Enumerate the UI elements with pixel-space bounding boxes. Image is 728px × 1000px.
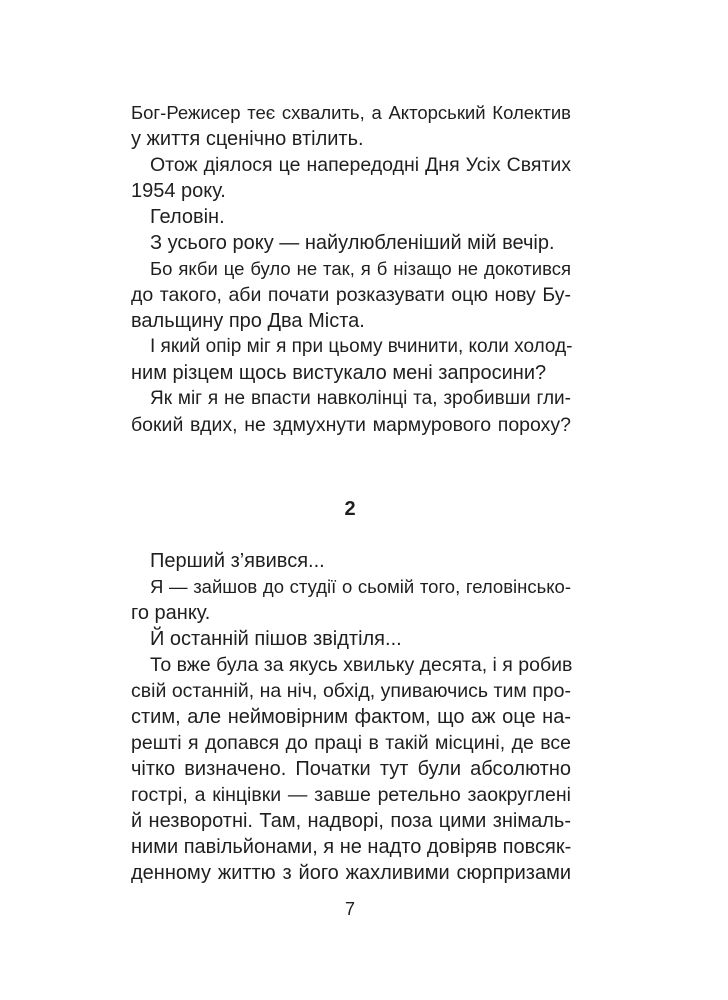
text-line: Геловін. (150, 206, 225, 228)
text-line: й незворотні. Там, надворі, поза цими знімаль- (131, 810, 571, 832)
text-line: гострі, а кінцівки — завше ретельно заокруглені (131, 784, 571, 806)
text-line: до такого, аби почати розказувати оцю нову Бу- (131, 284, 571, 306)
text-line: го ранку. (131, 602, 211, 624)
text-line: вальщину про Два Міста. (131, 310, 365, 332)
text-line: ним різцем щось вистукало мені запросини? (131, 362, 547, 384)
text-line: Я — зайшов до студії о сьомій того, геловінсько- (150, 576, 571, 597)
text-line: Й останній пішов звідтіля... (150, 628, 402, 650)
text-line: чітко визначено. Початки тут були абсолютно (131, 758, 571, 780)
text-line: 1954 року. (131, 180, 226, 202)
chapter-number: 2 (344, 498, 356, 520)
text-line: Перший з’явився... (150, 550, 325, 572)
text-line: Бо якби це було не так, я б нізащо не докотився (150, 258, 571, 279)
text-line: стим, але неймовірним фактом, що аж оце на- (131, 706, 571, 728)
text-line: Бог-Режисер теє схвалить, а Акторський Колектив (131, 102, 571, 123)
text-line: решті я допався до праці в такій місцині, де все (131, 732, 571, 754)
text-line: ними павільйонами, я не надто довіряв повсяк- (131, 836, 572, 858)
text-line: бокий вдих, не здмухнути мармурового пороху? (131, 414, 571, 436)
text-line: свій останній, на ніч, обхід, упиваючись тим про- (131, 680, 571, 702)
text-line: З усього року — найулюбленіший мій вечір. (150, 232, 555, 254)
text-line: у життя сценічно втілить. (131, 128, 364, 150)
text-line: То вже була за якусь хвильку десята, і я робив (150, 654, 573, 676)
text-line: І який опір міг я при цьому вчинити, коли холод- (150, 336, 573, 357)
page-number: 7 (344, 899, 355, 919)
text-line: денному життю з його жахливими сюрпризами (131, 862, 571, 884)
text-line: Як міг я не впасти навколінці та, зробивши гли- (150, 388, 571, 409)
text-line: Отож діялося це напередодні Дня Усіх Святих (150, 154, 571, 176)
